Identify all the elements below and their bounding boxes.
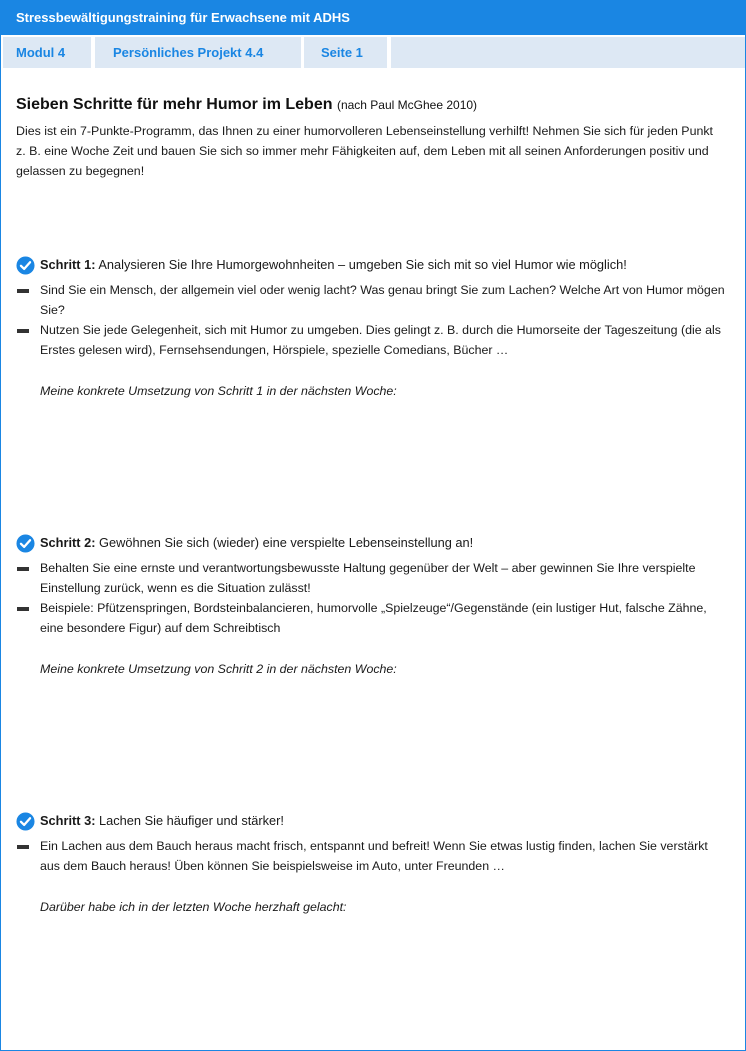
- header-title: Stressbewältigungstraining für Erwachsene mit ADHS: [1, 1, 745, 35]
- step-note: Meine konkrete Umsetzung von Schritt 1 in der nächsten Woche:: [40, 384, 397, 398]
- dash-icon: [17, 289, 29, 293]
- intro-paragraph: Dies ist ein 7-Punkte-Programm, das Ihnen zu einer humorvolleren Lebenseinstellung verhilft! Nehmen Sie sich für jeden Punkt z. B. eine Woche Zeit und bauen Sie sich so immer mehr Fähigkeiten auf, dem Leben mit all seinen Anforderungen positiv und gelassen zu begegnen!: [16, 124, 713, 178]
- step-text: Lachen Sie häufiger und stärker!: [99, 813, 284, 828]
- check-circle-icon: [16, 256, 35, 275]
- dash-icon: [17, 845, 29, 849]
- tab-projekt: Persönliches Projekt 4.4: [95, 37, 301, 68]
- dash-icon: [17, 329, 29, 333]
- bullet-text: Beispiele: Pfützenspringen, Bordsteinbalancieren, humorvolle „Spielzeuge“/Gegenstände (ein lustiger Hut, falsche Zähne, eine besondere Figur) auf dem Schreibtisch: [40, 601, 707, 635]
- step-heading: [16, 811, 728, 831]
- bullet-item: [16, 280, 728, 320]
- step-note: Darüber habe ich in der letzten Woche herzhaft gelacht:: [40, 900, 347, 914]
- intro-section: [16, 95, 726, 181]
- bullet-text: Nutzen Sie jede Gelegenheit, sich mit Humor zu umgeben. Dies gelingt z. B. durch die Humorseite der Tageszeitung (die als Erstes gelesen wird), Fernsehsendungen, Hörspiele, spezielle Comedians, Bücher …: [40, 323, 721, 357]
- dash-icon: [17, 567, 29, 571]
- tab-seite: Seite 1: [304, 37, 387, 68]
- page-title-text: Sieben Schritte für mehr Humor im Leben: [16, 96, 333, 113]
- step-3: [16, 811, 728, 917]
- step-1: [16, 255, 728, 401]
- bullet-item: [16, 558, 728, 598]
- dash-icon: [17, 607, 29, 611]
- step-heading: [16, 255, 728, 275]
- title-source: (nach Paul McGhee 2010): [336, 98, 478, 112]
- step-text: Gewöhnen Sie sich (wieder) eine verspielte Lebenseinstellung an!: [99, 535, 474, 550]
- page-title: [16, 95, 726, 115]
- bullet-text: Sind Sie ein Mensch, der allgemein viel oder wenig lacht? Was genau bringt Sie zum Lachen? Welche Art von Humor mögen Sie?: [40, 283, 725, 317]
- check-circle-icon: [16, 812, 35, 831]
- tab-filler: [391, 37, 745, 68]
- bullet-text: Behalten Sie eine ernste und verantwortungsbewusste Haltung gegenüber der Welt – aber gewinnen Sie Ihre verspielte Einstellung zurück, wenn es die Situation zulässt!: [40, 561, 696, 595]
- tab-row: [1, 35, 745, 68]
- check-circle-icon: [16, 534, 35, 553]
- bullet-item: [16, 320, 728, 360]
- tab-modul: Modul 4: [3, 37, 91, 68]
- bullet-item: [16, 836, 728, 876]
- step-label: Schritt 2:: [40, 535, 96, 550]
- step-note: Meine konkrete Umsetzung von Schritt 2 in der nächsten Woche:: [40, 662, 397, 676]
- step-label: Schritt 3:: [40, 813, 96, 828]
- bullet-text: Ein Lachen aus dem Bauch heraus macht frisch, entspannt und befreit! Wenn Sie etwas lustig finden, lachen Sie verstärkt aus dem Bauch heraus! Üben können Sie beispielsweise im Auto, unter Freunden …: [40, 839, 708, 873]
- step-label: Schritt 1:: [40, 257, 96, 272]
- bullet-item: [16, 598, 728, 638]
- step-text: Analysieren Sie Ihre Humorgewohnheiten – umgeben Sie sich mit so viel Humor wie möglich!: [98, 257, 627, 272]
- step-2: [16, 533, 728, 679]
- step-heading: [16, 533, 728, 553]
